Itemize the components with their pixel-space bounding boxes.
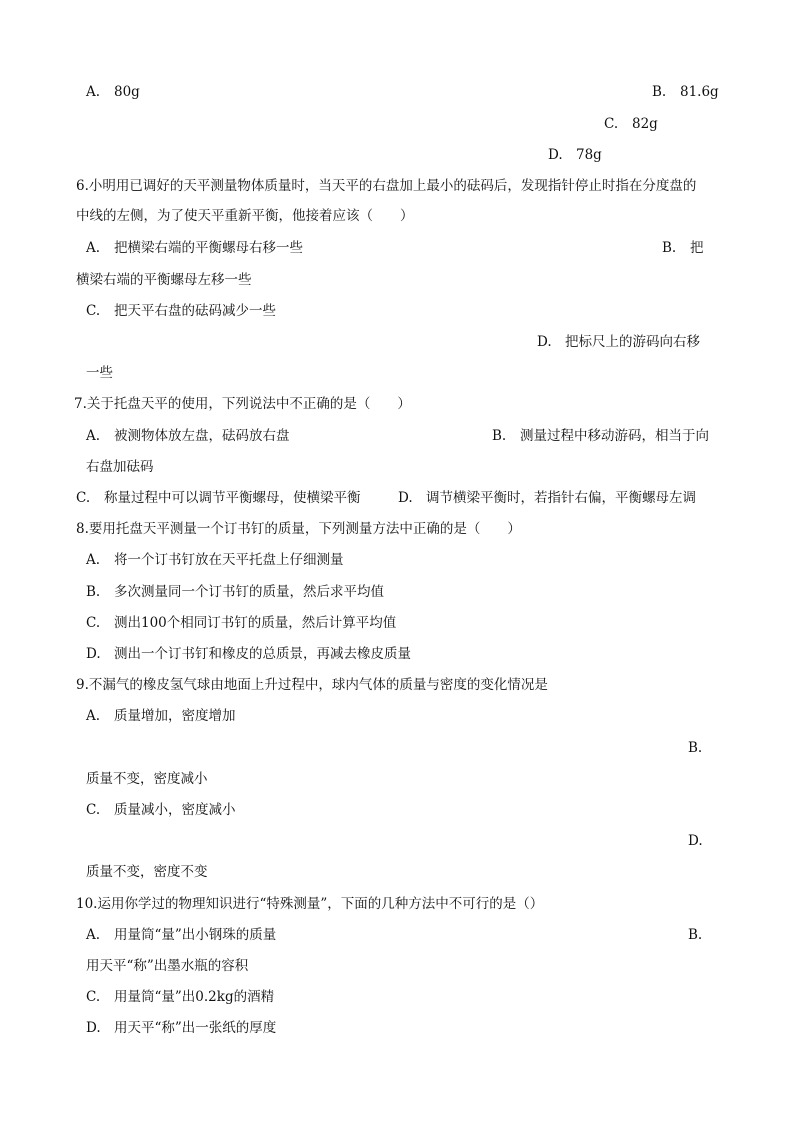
q9-option-d-label: D. bbox=[688, 833, 703, 849]
q7-option-b-continuation: 右盘加砝码 bbox=[86, 459, 154, 475]
q5-option-c-label: C. bbox=[604, 116, 619, 132]
q6-option-d-text-1: 把标尺上的游码向右移 bbox=[565, 334, 700, 350]
q9-option-c-text: 质量减小，密度减小 bbox=[114, 802, 236, 818]
q5-option-d-label: D. bbox=[548, 147, 563, 163]
q5-option-b-text: 81.6g bbox=[680, 84, 719, 100]
q7-option-b bbox=[492, 427, 709, 445]
q9-option-d-text: 质量不变，密度不变 bbox=[86, 864, 208, 880]
q9-option-a-label: A. bbox=[86, 708, 101, 724]
q6-option-a-label: A. bbox=[86, 240, 101, 256]
q10-option-d bbox=[86, 1019, 276, 1037]
q8-option-d-text: 测出一个订书钉和橡皮的总质景，再减去橡皮质量 bbox=[114, 646, 411, 662]
q10-option-d-text: 用天平“称”出一张纸的厚度 bbox=[114, 1020, 277, 1036]
q6-option-d-continuation: 一些 bbox=[86, 365, 113, 381]
q7-option-b-label: B. bbox=[492, 428, 507, 444]
q6-option-b-continuation: 横梁右端的平衡螺母左移一些 bbox=[76, 272, 252, 288]
q7-stem: 7.关于托盘天平的使用，下列说法中不正确的是（ ） bbox=[74, 396, 411, 412]
q5-option-c-text: 82g bbox=[632, 116, 658, 132]
q9-option-a-text: 质量增加，密度增加 bbox=[114, 708, 236, 724]
q7-option-d bbox=[398, 489, 696, 507]
q5-option-c bbox=[604, 115, 658, 133]
q5-option-b bbox=[652, 83, 719, 101]
q8-option-b-text: 多次测量同一个订书钉的质量，然后求平均值 bbox=[114, 584, 384, 600]
q7-option-a-label: A. bbox=[86, 428, 101, 444]
q10-option-a-label: A. bbox=[86, 927, 101, 943]
q7-option-c-text: 称量过程中可以调节平衡螺母，使横梁平衡 bbox=[104, 490, 361, 506]
q8-option-c bbox=[86, 614, 396, 632]
q7-option-a bbox=[86, 427, 290, 445]
q10-option-c-label: C. bbox=[86, 989, 101, 1005]
q6-stem-line-1: 6.小明用已调好的天平测量物体质量时，当天平的右盘加上最小的砝码后，发现指针停止时指在分度盘的 bbox=[76, 178, 697, 194]
q6-option-c-text: 把天平右盘的砝码减少一些 bbox=[114, 303, 276, 319]
q10-option-c-text: 用量筒“量”出0.2kg的酒精 bbox=[114, 989, 275, 1005]
q8-option-a-label: A. bbox=[86, 552, 101, 568]
q7-option-c bbox=[76, 489, 361, 507]
q9-option-b-label: B. bbox=[688, 740, 703, 756]
q10-option-d-label: D. bbox=[86, 1020, 101, 1036]
q9-stem: 9.不漏气的橡皮氢气球由地面上升过程中，球内气体的质量与密度的变化情况是 bbox=[76, 677, 548, 693]
q6-option-a-text: 把横梁右端的平衡螺母右移一些 bbox=[114, 240, 303, 256]
q5-option-a bbox=[86, 83, 140, 101]
q6-option-b-label: B. bbox=[662, 240, 677, 256]
q8-option-d bbox=[86, 645, 411, 663]
q8-stem: 8.要用托盘天平测量一个订书钉的质量，下列测量方法中正确的是（ ） bbox=[76, 521, 521, 537]
q10-option-c bbox=[86, 988, 274, 1006]
q8-option-a-text: 将一个订书钉放在天平托盘上仔细测量 bbox=[114, 552, 344, 568]
q10-option-b-text: 用天平“称”出墨水瓶的容积 bbox=[86, 958, 249, 974]
q6-option-a bbox=[86, 239, 303, 257]
q8-option-a bbox=[86, 551, 344, 569]
q8-option-c-label: C. bbox=[86, 615, 101, 631]
q6-stem-line-2: 中线的左侧，为了使天平重新平衡，他接着应该（ ） bbox=[76, 208, 414, 224]
q5-option-a-label: A. bbox=[86, 84, 101, 100]
q7-option-a-text: 被测物体放左盘，砝码放右盘 bbox=[114, 428, 290, 444]
q5-option-b-label: B. bbox=[652, 84, 667, 100]
q9-option-b-text: 质量不变，密度减小 bbox=[86, 771, 208, 787]
q5-option-a-text: 80g bbox=[114, 84, 140, 100]
q8-option-b-label: B. bbox=[86, 584, 101, 600]
q5-option-d-text: 78g bbox=[576, 147, 602, 163]
q6-option-c-label: C. bbox=[86, 303, 101, 319]
q7-option-d-text: 调节横梁平衡时，若指针右偏，平衡螺母左调 bbox=[426, 490, 696, 506]
q7-option-d-label: D. bbox=[398, 490, 413, 506]
q6-option-d bbox=[537, 333, 700, 351]
q6-option-c bbox=[86, 302, 276, 320]
q10-option-a-text: 用量筒“量”出小钢珠的质量 bbox=[114, 927, 277, 943]
q6-option-d-label: D. bbox=[537, 334, 552, 350]
q8-option-d-label: D. bbox=[86, 646, 101, 662]
q6-option-b bbox=[662, 239, 704, 257]
q8-option-b bbox=[86, 583, 384, 601]
q5-option-d bbox=[548, 146, 602, 164]
q7-option-c-label: C. bbox=[76, 490, 91, 506]
q7-option-b-text-1: 测量过程中移动游码，相当于向 bbox=[520, 428, 709, 444]
q9-option-a bbox=[86, 707, 236, 725]
q9-option-c bbox=[86, 801, 236, 819]
q6-option-b-text-1: 把 bbox=[690, 240, 704, 256]
q8-option-c-text: 测出100个相同订书钉的质量，然后计算平均值 bbox=[114, 615, 397, 631]
q9-option-c-label: C. bbox=[86, 802, 101, 818]
q10-stem: 10.运用你学过的物理知识进行“特殊测量”，下面的几种方法中不可行的是（） bbox=[76, 896, 544, 912]
q10-option-b-label: B. bbox=[688, 927, 703, 943]
q10-option-a bbox=[86, 926, 276, 944]
